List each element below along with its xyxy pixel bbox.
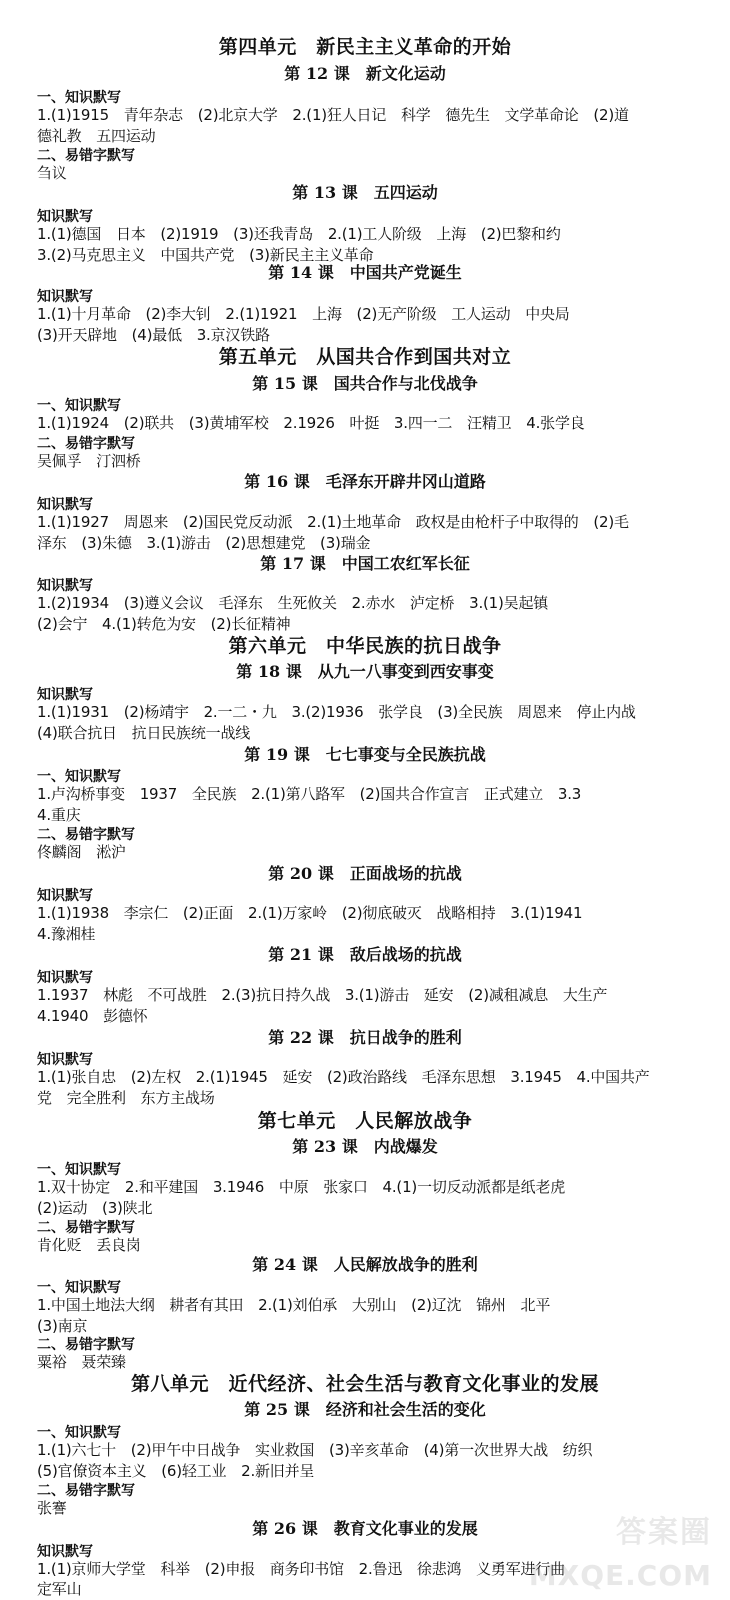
lesson-20-heading: 知识默写: [37, 888, 93, 904]
unit-5-title: 第五单元 从国共合作到国共对立: [218, 346, 512, 368]
lesson-19-title: 第 19 课 七七事变与全民族抗战: [244, 745, 486, 764]
lesson-24-heading-typo: 二、易错字默写: [37, 1337, 135, 1353]
lesson-20-line-2: 4.豫湘桂: [37, 925, 96, 943]
lesson-17-title: 第 17 课 中国工农红军长征: [260, 554, 470, 573]
watermark-logo-text: 答案圈: [616, 1515, 712, 1550]
lesson-26-line-1: 1.(1)京师大学堂 科举 (2)申报 商务印书馆 2.鲁迅 徐悲鸿 义勇军进行曲: [37, 1560, 565, 1578]
lesson-17-line-2: (2)会宁 4.(1)转危为安 (2)长征精神: [37, 615, 291, 633]
lesson-21-line-1: 1.1937 林彪 不可战胜 2.(3)抗日持久战 3.(1)游击 延安 (2)减租减息 大生产: [37, 986, 608, 1004]
lesson-12-heading-typo: 二、易错字默写: [37, 148, 135, 164]
lesson-25-title: 第 25 课 经济和社会生活的变化: [244, 1400, 486, 1419]
lesson-16-heading: 知识默写: [37, 497, 93, 513]
lesson-16-line-1: 1.(1)1927 周恩来 (2)国民党反动派 2.(1)土地革命 政权是由枪杆子中取得的 (2)毛: [37, 513, 629, 531]
lesson-24-line-3: 粟裕 聂荣臻: [37, 1353, 126, 1371]
lesson-22-title: 第 22 课 抗日战争的胜利: [268, 1028, 462, 1047]
watermark-url-text: MXQE.COM: [528, 1559, 712, 1592]
lesson-18-title: 第 18 课 从九一八事变到西安事变: [236, 662, 494, 681]
lesson-15-line-2: 吴佩孚 汀泗桥: [37, 452, 141, 470]
lesson-14-title: 第 14 课 中国共产党诞生: [268, 263, 462, 282]
lesson-23-heading-typo: 二、易错字默写: [37, 1220, 135, 1236]
lesson-14-heading: 知识默写: [37, 289, 93, 305]
lesson-19-line-1: 1.卢沟桥事变 1937 全民族 2.(1)第八路军 (2)国共合作宣言 正式建立 3.3: [37, 785, 582, 803]
lesson-18-line-1: 1.(1)1931 (2)杨靖宇 2.一二・九 3.(2)1936 张学良 (3)全民族 周恩来 停止内战: [37, 703, 636, 721]
lesson-16-title: 第 16 课 毛泽东开辟井冈山道路: [244, 472, 486, 491]
lesson-21-heading: 知识默写: [37, 970, 93, 986]
lesson-12-line-2: 德礼教 五四运动: [37, 127, 156, 145]
lesson-15-heading-knowledge: 一、知识默写: [37, 398, 121, 414]
lesson-20-line-1: 1.(1)1938 李宗仁 (2)正面 2.(1)万家岭 (2)彻底破灭 战略相持 3.(1)1941: [37, 904, 583, 922]
lesson-25-heading-knowledge: 一、知识默写: [37, 1425, 121, 1441]
lesson-15-title: 第 15 课 国共合作与北伐战争: [252, 374, 478, 393]
lesson-19-heading-knowledge: 一、知识默写: [37, 769, 121, 785]
lesson-15-heading-typo: 二、易错字默写: [37, 436, 135, 452]
lesson-26-title: 第 26 课 教育文化事业的发展: [252, 1519, 478, 1538]
lesson-15-line-1: 1.(1)1924 (2)联共 (3)黄埔军校 2.1926 叶挺 3.四一二 汪精卫 4.张学良: [37, 414, 585, 432]
lesson-25-heading-typo: 二、易错字默写: [37, 1483, 135, 1499]
site-watermark: [528, 1514, 718, 1594]
unit-6-title: 第六单元 中华民族的抗日战争: [228, 635, 502, 657]
lesson-22-heading: 知识默写: [37, 1052, 93, 1068]
lesson-20-title: 第 20 课 正面战场的抗战: [268, 864, 462, 883]
lesson-17-line-1: 1.(2)1934 (3)遵义会议 毛泽东 生死攸关 2.赤水 泸定桥 3.(1)吴起镇: [37, 594, 549, 612]
lesson-23-line-1: 1.双十协定 2.和平建国 3.1946 中原 张家口 4.(1)一切反动派都是纸老虎: [37, 1178, 566, 1196]
lesson-23-heading-knowledge: 一、知识默写: [37, 1162, 121, 1178]
unit-4-title: 第四单元 新民主主义革命的开始: [218, 36, 512, 58]
lesson-17-heading: 知识默写: [37, 578, 93, 594]
lesson-24-line-1: 1.中国土地法大纲 耕者有其田 2.(1)刘伯承 大别山 (2)辽沈 锦州 北平: [37, 1296, 551, 1314]
lesson-14-line-2: (3)开天辟地 (4)最低 3.京汉铁路: [37, 326, 270, 344]
lesson-23-line-2: (2)运动 (3)陕北: [37, 1199, 153, 1217]
lesson-13-heading: 知识默写: [37, 209, 93, 225]
lesson-21-title: 第 21 课 敌后战场的抗战: [268, 945, 462, 964]
lesson-19-line-3: 佟麟阁 淞沪: [37, 843, 126, 861]
lesson-24-title: 第 24 课 人民解放战争的胜利: [252, 1255, 478, 1274]
unit-8-title: 第八单元 近代经济、社会生活与教育文化事业的发展: [130, 1373, 599, 1395]
lesson-24-line-2: (3)南京: [37, 1317, 88, 1335]
lesson-12-title: 第 12 课 新文化运动: [284, 64, 446, 83]
lesson-24-heading-knowledge: 一、知识默写: [37, 1280, 121, 1296]
lesson-13-line-1: 1.(1)德国 日本 (2)1919 (3)还我青岛 2.(1)工人阶级 上海 (2)巴黎和约: [37, 225, 561, 243]
lesson-25-line-1: 1.(1)六七十 (2)甲午中日战争 实业救国 (3)辛亥革命 (4)第一次世界大战 纺织: [37, 1441, 593, 1459]
lesson-23-line-3: 肯化贬 丢良岗: [37, 1236, 141, 1254]
lesson-12-line-3: 刍议: [37, 164, 67, 182]
lesson-26-line-2: 定军山: [37, 1580, 82, 1598]
lesson-12-heading-knowledge: 一、知识默写: [37, 90, 121, 106]
lesson-19-line-2: 4.重庆: [37, 806, 81, 824]
lesson-14-line-1: 1.(1)十月革命 (2)李大钊 2.(1)1921 上海 (2)无产阶级 工人运动 中央局: [37, 305, 570, 323]
lesson-12-line-1: 1.(1)1915 青年杂志 (2)北京大学 2.(1)狂人日记 科学 德先生 文学革命论 (2)道: [37, 106, 629, 124]
lesson-21-line-2: 4.1940 彭德怀: [37, 1007, 148, 1025]
lesson-25-line-3: 张謇: [37, 1499, 67, 1517]
lesson-25-line-2: (5)官僚资本主义 (6)轻工业 2.新旧并呈: [37, 1462, 315, 1480]
unit-7-title: 第七单元 人民解放战争: [257, 1110, 473, 1132]
lesson-18-line-2: (4)联合抗日 抗日民族统一战线: [37, 724, 251, 742]
lesson-13-title: 第 13 课 五四运动: [292, 183, 438, 202]
lesson-23-title: 第 23 课 内战爆发: [292, 1137, 438, 1156]
lesson-22-line-1: 1.(1)张自忠 (2)左权 2.(1)1945 延安 (2)政治路线 毛泽东思想 3.1945 4.中国共产: [37, 1068, 650, 1086]
lesson-13-line-2: 3.(2)马克思主义 中国共产党 (3)新民主主义革命: [37, 246, 374, 264]
lesson-19-heading-typo: 二、易错字默写: [37, 827, 135, 843]
lesson-26-heading: 知识默写: [37, 1544, 93, 1560]
lesson-22-line-2: 党 完全胜利 东方主战场: [37, 1089, 215, 1107]
lesson-18-heading: 知识默写: [37, 687, 93, 703]
lesson-16-line-2: 泽东 (3)朱德 3.(1)游击 (2)思想建党 (3)瑞金: [37, 534, 371, 552]
